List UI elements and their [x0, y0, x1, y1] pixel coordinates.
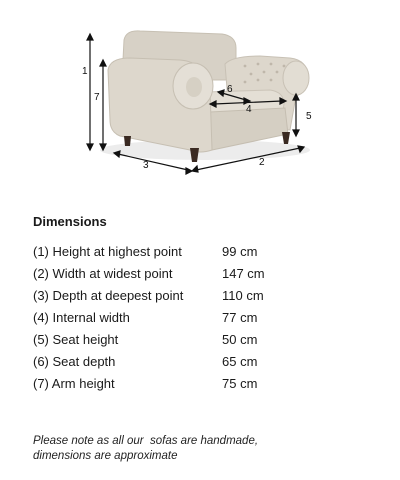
dim-label-3: 3: [143, 160, 149, 171]
dim-label-5: 5: [306, 111, 312, 122]
dimension-row: [33, 285, 293, 307]
dimension-row: [33, 351, 293, 373]
note-line-2: dimensions are approximate: [33, 450, 178, 462]
dimension-value: 75 cm: [222, 376, 258, 391]
handmade-note: [33, 434, 363, 464]
dimension-label: (3) Depth at deepest point: [33, 288, 184, 303]
dim-label-7: 7: [94, 92, 100, 103]
dimensions-heading: Dimensions: [33, 214, 107, 229]
dimension-row: [33, 241, 293, 263]
armchair-dimension-diagram: [0, 0, 400, 205]
dim-label-4: 4: [246, 104, 252, 115]
dimension-row: [33, 373, 293, 395]
dimension-value: 99 cm: [222, 244, 258, 259]
dim-label-6: 6: [227, 84, 233, 95]
dimension-value: 110 cm: [222, 288, 264, 303]
dimension-label: (7) Arm height: [33, 376, 115, 391]
dimension-row: [33, 329, 293, 351]
dimension-value: 65 cm: [222, 354, 258, 369]
dimension-row: [33, 263, 293, 285]
dimension-label: (2) Width at widest point: [33, 266, 173, 281]
dimensions-table: [33, 241, 293, 395]
dim-label-2: 2: [259, 157, 265, 168]
note-line-1: Please note as all our sofas are handmade,: [33, 435, 259, 447]
dimension-label: (5) Seat height: [33, 332, 119, 347]
dimension-value: 50 cm: [222, 332, 258, 347]
dimension-label: (4) Internal width: [33, 310, 130, 325]
dimension-label: (1) Height at highest point: [33, 244, 182, 259]
dimension-value: 77 cm: [222, 310, 258, 325]
dimension-row: [33, 307, 293, 329]
dimension-label: (6) Seat depth: [33, 354, 116, 369]
dimension-value: 147 cm: [222, 266, 265, 281]
dim-label-1: 1: [82, 66, 88, 77]
